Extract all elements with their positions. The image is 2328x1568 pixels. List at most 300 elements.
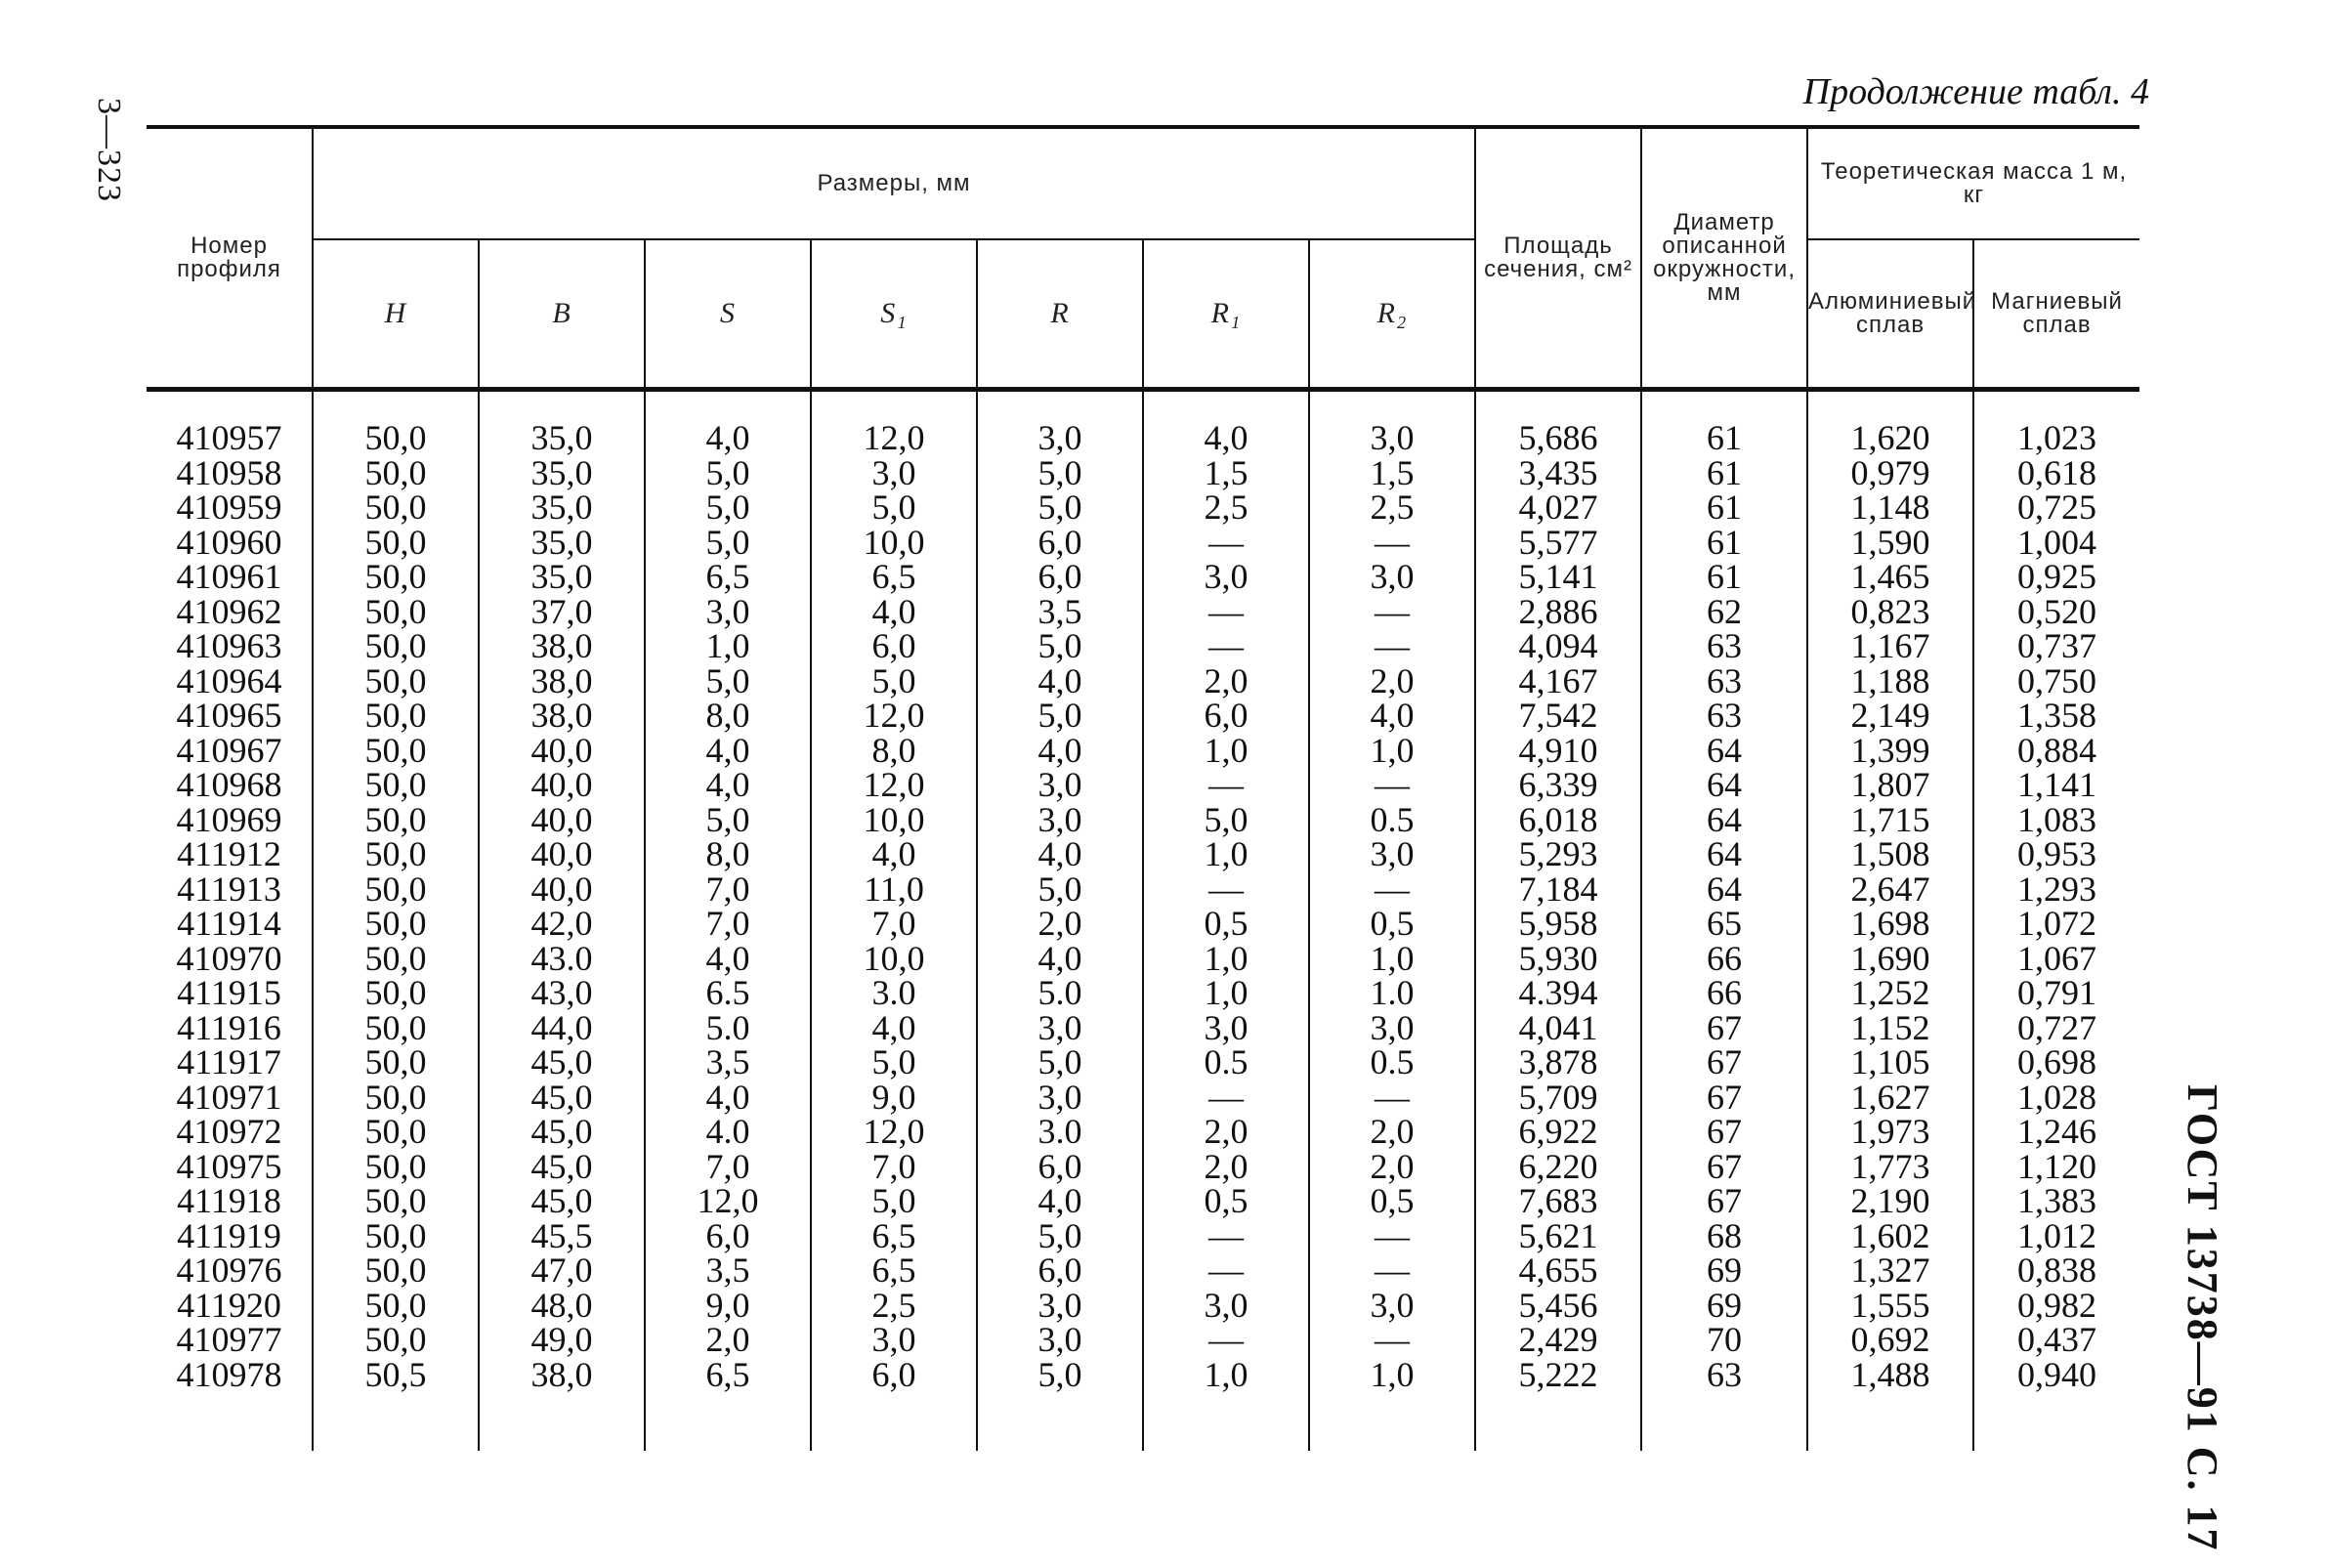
cell-dim-s: 9,0 xyxy=(645,1289,811,1324)
cell-dim-s: 1,0 xyxy=(645,629,811,664)
table-row xyxy=(147,456,2139,491)
table-header xyxy=(147,127,2139,390)
cell-dim-s: 6,5 xyxy=(645,560,811,595)
header-dim-b: B xyxy=(479,239,645,390)
cell-dim-s1: 9,0 xyxy=(811,1081,977,1116)
cell-section-area: 6,339 xyxy=(1475,768,1641,803)
cell-dim-r1: — xyxy=(1143,768,1309,803)
cell-dim-h: 50,0 xyxy=(313,837,479,872)
cell-dim-b: 42,0 xyxy=(479,907,645,942)
cell-dim-r: 3.0 xyxy=(977,1115,1143,1150)
cell-dim-r: 3,0 xyxy=(977,1081,1143,1116)
cell-dim-b: 43.0 xyxy=(479,942,645,977)
header-aluminium-alloy: Алюминиевый сплав xyxy=(1807,239,1973,390)
cell-section-area: 6,220 xyxy=(1475,1150,1641,1185)
cell-circumscribed-diameter: 61 xyxy=(1641,490,1807,526)
cell-dim-s: 3,5 xyxy=(645,1045,811,1081)
cell-mass-aluminium: 1,148 xyxy=(1807,490,1973,526)
cell-dim-r1: 1,5 xyxy=(1143,456,1309,491)
cell-dim-r: 4,0 xyxy=(977,734,1143,769)
cell-mass-aluminium: 1,715 xyxy=(1807,803,1973,838)
header-dim-s: S xyxy=(645,239,811,390)
cell-section-area: 4,041 xyxy=(1475,1011,1641,1046)
cell-dim-s: 7,0 xyxy=(645,872,811,908)
cell-dim-r: 3,5 xyxy=(977,595,1143,630)
cell-dim-r2: — xyxy=(1309,1323,1475,1358)
cell-section-area: 5,709 xyxy=(1475,1081,1641,1116)
cell-dim-h: 50,5 xyxy=(313,1358,479,1393)
cell-dim-s1: 5,0 xyxy=(811,490,977,526)
cell-dim-r1: 2,0 xyxy=(1143,1150,1309,1185)
cell-dim-s1: 6,5 xyxy=(811,1253,977,1289)
cell-profile-number: 410977 xyxy=(176,1320,282,1359)
cell-mass-aluminium: 1,555 xyxy=(1807,1289,1973,1324)
cell-profile-number: 410972 xyxy=(176,1112,282,1151)
cell-dim-b: 43,0 xyxy=(479,976,645,1011)
cell-mass-aluminium: 2,190 xyxy=(1807,1184,1973,1219)
cell-dim-h: 50,0 xyxy=(313,560,479,595)
table-row xyxy=(147,699,2139,734)
cell-dim-h: 50,0 xyxy=(313,907,479,942)
cell-profile-number: 411919 xyxy=(177,1215,281,1255)
cell-dim-r2: — xyxy=(1309,629,1475,664)
cell-dim-r: 3,0 xyxy=(977,1011,1143,1046)
cell-dim-s1: 12,0 xyxy=(811,768,977,803)
cell-dim-r2: 2,0 xyxy=(1309,1115,1475,1150)
cell-dim-s: 3,5 xyxy=(645,1253,811,1289)
cell-section-area: 6,922 xyxy=(1475,1115,1641,1150)
cell-section-area: 6,018 xyxy=(1475,803,1641,838)
cell-mass-magnesium: 1,012 xyxy=(1973,1219,2139,1254)
header-dim-r1: R₁ xyxy=(1143,239,1309,390)
cell-mass-magnesium: 1,023 xyxy=(1973,421,2139,456)
cell-dim-r1: — xyxy=(1143,526,1309,561)
cell-section-area: 3,435 xyxy=(1475,456,1641,491)
cell-dim-b: 35,0 xyxy=(479,526,645,561)
table-row xyxy=(147,942,2139,977)
cell-dim-s1: 3,0 xyxy=(811,1323,977,1358)
cell-mass-magnesium: 0,925 xyxy=(1973,560,2139,595)
cell-dim-h: 50,0 xyxy=(313,803,479,838)
cell-dim-r: 5.0 xyxy=(977,976,1143,1011)
cell-circumscribed-diameter: 69 xyxy=(1641,1289,1807,1324)
cell-profile-number: 410969 xyxy=(176,799,282,839)
cell-dim-r1: 0,5 xyxy=(1143,1184,1309,1219)
cell-mass-aluminium: 1,508 xyxy=(1807,837,1973,872)
table-row xyxy=(147,595,2139,630)
cell-profile-number: 410967 xyxy=(176,730,282,770)
cell-dim-r2: — xyxy=(1309,1253,1475,1289)
cell-dim-r2: — xyxy=(1309,768,1475,803)
cell-dim-s: 8,0 xyxy=(645,699,811,734)
cell-dim-r2: — xyxy=(1309,872,1475,908)
cell-circumscribed-diameter: 64 xyxy=(1641,734,1807,769)
cell-dim-r: 6,0 xyxy=(977,1150,1143,1185)
cell-dim-s1: 6,5 xyxy=(811,560,977,595)
table-row xyxy=(147,1150,2139,1185)
cell-dim-r1: 1,0 xyxy=(1143,942,1309,977)
cell-dim-s: 6,0 xyxy=(645,1219,811,1254)
cell-mass-magnesium: 1,072 xyxy=(1973,907,2139,942)
cell-dim-h: 50,0 xyxy=(313,1045,479,1081)
cell-circumscribed-diameter: 67 xyxy=(1641,1150,1807,1185)
cell-section-area: 3,878 xyxy=(1475,1045,1641,1081)
cell-dim-r2: 3,0 xyxy=(1309,560,1475,595)
cell-dim-r2: — xyxy=(1309,1219,1475,1254)
cell-dim-r1: 3,0 xyxy=(1143,1011,1309,1046)
cell-mass-magnesium: 0,982 xyxy=(1973,1289,2139,1324)
table-row xyxy=(147,560,2139,595)
cell-dim-s1: 2,5 xyxy=(811,1289,977,1324)
cell-dim-s1: 3,0 xyxy=(811,456,977,491)
cell-dim-s1: 5,0 xyxy=(811,1045,977,1081)
cell-dim-s: 6,5 xyxy=(645,1358,811,1393)
cell-dim-s: 4,0 xyxy=(645,734,811,769)
cell-mass-aluminium: 1,252 xyxy=(1807,976,1973,1011)
table-row xyxy=(147,1081,2139,1116)
cell-mass-aluminium: 1,188 xyxy=(1807,664,1973,699)
cell-circumscribed-diameter: 63 xyxy=(1641,699,1807,734)
cell-mass-aluminium: 0,692 xyxy=(1807,1323,1973,1358)
cell-dim-b: 37,0 xyxy=(479,595,645,630)
cell-dim-r1: — xyxy=(1143,1323,1309,1358)
cell-dim-s1: 12,0 xyxy=(811,1115,977,1150)
cell-circumscribed-diameter: 67 xyxy=(1641,1011,1807,1046)
table-row xyxy=(147,1011,2139,1046)
header-profile-number: Номер профиля xyxy=(147,127,313,390)
cell-mass-magnesium: 0,940 xyxy=(1973,1358,2139,1393)
cell-dim-s1: 12,0 xyxy=(811,421,977,456)
table-row xyxy=(147,421,2139,456)
table-body xyxy=(147,390,2139,1452)
cell-section-area: 2,886 xyxy=(1475,595,1641,630)
cell-dim-s1: 5,0 xyxy=(811,664,977,699)
cell-profile-number: 410975 xyxy=(176,1146,282,1186)
cell-dim-h: 50,0 xyxy=(313,1011,479,1046)
cell-dim-h: 50,0 xyxy=(313,629,479,664)
cell-mass-magnesium: 0,520 xyxy=(1973,595,2139,630)
cell-dim-b: 40,0 xyxy=(479,803,645,838)
table-row xyxy=(147,1289,2139,1324)
cell-mass-magnesium: 0,698 xyxy=(1973,1045,2139,1081)
table-row xyxy=(147,1184,2139,1219)
cell-section-area: 5,222 xyxy=(1475,1358,1641,1393)
table-row xyxy=(147,1323,2139,1358)
cell-mass-aluminium: 0,823 xyxy=(1807,595,1973,630)
cell-dim-h: 50,0 xyxy=(313,768,479,803)
cell-profile-number: 411912 xyxy=(177,834,281,873)
cell-mass-magnesium: 1,246 xyxy=(1973,1115,2139,1150)
cell-dim-h: 50,0 xyxy=(313,976,479,1011)
cell-section-area: 7,683 xyxy=(1475,1184,1641,1219)
cell-dim-r2: 3,0 xyxy=(1309,837,1475,872)
table-row xyxy=(147,907,2139,942)
cell-dim-h: 50,0 xyxy=(313,421,479,456)
cell-mass-magnesium: 0,791 xyxy=(1973,976,2139,1011)
cell-dim-r: 4,0 xyxy=(977,837,1143,872)
cell-dim-r1: 1,0 xyxy=(1143,976,1309,1011)
cell-circumscribed-diameter: 64 xyxy=(1641,872,1807,908)
cell-dim-h: 50,0 xyxy=(313,734,479,769)
cell-dim-h: 50,0 xyxy=(313,1184,479,1219)
cell-circumscribed-diameter: 61 xyxy=(1641,560,1807,595)
table-row xyxy=(147,803,2139,838)
cell-profile-number: 410976 xyxy=(176,1250,282,1290)
table-row xyxy=(147,872,2139,908)
cell-dim-r: 5,0 xyxy=(977,456,1143,491)
cell-dim-r2: 0.5 xyxy=(1309,1045,1475,1081)
cell-dim-r1: 0.5 xyxy=(1143,1045,1309,1081)
table-row xyxy=(147,629,2139,664)
cell-dim-r: 5,0 xyxy=(977,699,1143,734)
header-circumscribed-diameter: Диаметр описанной окружности, мм xyxy=(1641,127,1807,390)
cell-circumscribed-diameter: 61 xyxy=(1641,456,1807,491)
cell-dim-r: 4,0 xyxy=(977,1184,1143,1219)
cell-dim-r2: 1,0 xyxy=(1309,942,1475,977)
cell-dim-r: 6,0 xyxy=(977,526,1143,561)
cell-profile-number: 411913 xyxy=(177,869,281,909)
cell-mass-aluminium: 1,488 xyxy=(1807,1358,1973,1393)
cell-dim-b: 38,0 xyxy=(479,1358,645,1393)
cell-circumscribed-diameter: 65 xyxy=(1641,907,1807,942)
cell-mass-aluminium: 1,167 xyxy=(1807,629,1973,664)
cell-dim-s: 2,0 xyxy=(645,1323,811,1358)
cell-profile-number: 410965 xyxy=(176,696,282,735)
cell-profile-number: 410960 xyxy=(176,522,282,562)
cell-dim-b: 40,0 xyxy=(479,872,645,908)
cell-dim-r1: 2,0 xyxy=(1143,1115,1309,1150)
cell-dim-r2: — xyxy=(1309,595,1475,630)
cell-dim-r2: 3,0 xyxy=(1309,1289,1475,1324)
cell-dim-s1: 4,0 xyxy=(811,1011,977,1046)
cell-profile-number: 410971 xyxy=(176,1077,282,1117)
cell-dim-r1: 3,0 xyxy=(1143,560,1309,595)
cell-dim-b: 48,0 xyxy=(479,1289,645,1324)
cell-dim-b: 35,0 xyxy=(479,456,645,491)
cell-dim-s: 7,0 xyxy=(645,907,811,942)
cell-dim-h: 50,0 xyxy=(313,1289,479,1324)
cell-profile-number: 410963 xyxy=(176,626,282,665)
cell-dim-h: 50,0 xyxy=(313,1150,479,1185)
cell-dim-s: 5,0 xyxy=(645,490,811,526)
cell-dim-b: 45,0 xyxy=(479,1115,645,1150)
cell-dim-s: 5,0 xyxy=(645,526,811,561)
cell-profile-number: 411915 xyxy=(177,973,281,1012)
cell-dim-h: 50,0 xyxy=(313,490,479,526)
cell-dim-s: 4.0 xyxy=(645,1115,811,1150)
cell-dim-s1: 10,0 xyxy=(811,526,977,561)
cell-dim-s1: 12,0 xyxy=(811,699,977,734)
cell-circumscribed-diameter: 66 xyxy=(1641,942,1807,977)
cell-dim-s: 5,0 xyxy=(645,664,811,699)
cell-section-area: 5,577 xyxy=(1475,526,1641,561)
table-row xyxy=(147,768,2139,803)
cell-dim-r2: 1,0 xyxy=(1309,1358,1475,1393)
cell-dim-h: 50,0 xyxy=(313,942,479,977)
cell-dim-b: 45,0 xyxy=(479,1150,645,1185)
cell-mass-aluminium: 1,399 xyxy=(1807,734,1973,769)
cell-dim-h: 50,0 xyxy=(313,872,479,908)
cell-dim-r: 3,0 xyxy=(977,421,1143,456)
cell-section-area: 5,456 xyxy=(1475,1289,1641,1324)
cell-dim-r: 3,0 xyxy=(977,1289,1143,1324)
cell-dim-b: 40,0 xyxy=(479,734,645,769)
cell-dim-h: 50,0 xyxy=(313,1253,479,1289)
cell-section-area: 4.394 xyxy=(1475,976,1641,1011)
cell-circumscribed-diameter: 69 xyxy=(1641,1253,1807,1289)
cell-dim-r1: — xyxy=(1143,629,1309,664)
cell-circumscribed-diameter: 61 xyxy=(1641,526,1807,561)
cell-circumscribed-diameter: 68 xyxy=(1641,1219,1807,1254)
cell-mass-magnesium: 0,618 xyxy=(1973,456,2139,491)
cell-section-area: 5,958 xyxy=(1475,907,1641,942)
header-dim-r2: R₂ xyxy=(1309,239,1475,390)
cell-dim-r2: 1.0 xyxy=(1309,976,1475,1011)
cell-circumscribed-diameter: 67 xyxy=(1641,1081,1807,1116)
cell-dim-h: 50,0 xyxy=(313,1081,479,1116)
cell-dim-b: 45,0 xyxy=(479,1081,645,1116)
cell-dim-h: 50,0 xyxy=(313,1219,479,1254)
gost-standard-side-label: ГОСТ 13738—91 С. 17 xyxy=(2179,1084,2226,1552)
cell-dim-r1: 4,0 xyxy=(1143,421,1309,456)
cell-mass-aluminium: 1,105 xyxy=(1807,1045,1973,1081)
cell-mass-aluminium: 1,327 xyxy=(1807,1253,1973,1289)
cell-mass-magnesium: 1,028 xyxy=(1973,1081,2139,1116)
cell-dim-r2: 2,0 xyxy=(1309,664,1475,699)
cell-dim-r: 4,0 xyxy=(977,942,1143,977)
cell-section-area: 7,542 xyxy=(1475,699,1641,734)
cell-circumscribed-diameter: 63 xyxy=(1641,1358,1807,1393)
cell-circumscribed-diameter: 67 xyxy=(1641,1045,1807,1081)
cell-dim-s1: 10,0 xyxy=(811,803,977,838)
cell-dim-b: 47,0 xyxy=(479,1253,645,1289)
cell-mass-aluminium: 2,647 xyxy=(1807,872,1973,908)
cell-circumscribed-diameter: 63 xyxy=(1641,664,1807,699)
cell-dim-r: 3,0 xyxy=(977,803,1143,838)
cell-mass-magnesium: 0,953 xyxy=(1973,837,2139,872)
cell-mass-magnesium: 1,358 xyxy=(1973,699,2139,734)
header-theoretical-mass-group: Теоретическая масса 1 м, кг xyxy=(1807,127,2139,239)
cell-dim-b: 35,0 xyxy=(479,421,645,456)
cell-mass-aluminium: 1,620 xyxy=(1807,421,1973,456)
cell-dim-s: 4,0 xyxy=(645,1081,811,1116)
table-row xyxy=(147,664,2139,699)
cell-profile-number: 410958 xyxy=(176,452,282,492)
cell-profile-number: 411920 xyxy=(177,1285,281,1325)
cell-profile-number: 410961 xyxy=(176,557,282,596)
cell-section-area: 2,429 xyxy=(1475,1323,1641,1358)
cell-section-area: 4,655 xyxy=(1475,1253,1641,1289)
cell-profile-number: 411917 xyxy=(177,1042,281,1081)
cell-dim-s1: 3.0 xyxy=(811,976,977,1011)
cell-dim-r: 2,0 xyxy=(977,907,1143,942)
table-row xyxy=(147,734,2139,769)
cell-dim-h: 50,0 xyxy=(313,699,479,734)
cell-dim-r2: — xyxy=(1309,1081,1475,1116)
continuation-caption: Продолжение табл. 4 xyxy=(1802,71,2149,112)
cell-dim-s: 8,0 xyxy=(645,837,811,872)
cell-dim-h: 50,0 xyxy=(313,456,479,491)
cell-circumscribed-diameter: 62 xyxy=(1641,595,1807,630)
cell-section-area: 5,686 xyxy=(1475,421,1641,456)
header-magnesium-alloy: Магниевый сплав xyxy=(1973,239,2139,390)
cell-dim-r1: — xyxy=(1143,872,1309,908)
cell-profile-number: 411914 xyxy=(177,904,281,943)
profile-dimensions-table xyxy=(147,125,2139,1451)
cell-circumscribed-diameter: 67 xyxy=(1641,1115,1807,1150)
cell-dim-r: 5,0 xyxy=(977,1358,1143,1393)
cell-mass-magnesium: 1,383 xyxy=(1973,1184,2139,1219)
cell-dim-b: 35,0 xyxy=(479,560,645,595)
cell-dim-r1: 1,0 xyxy=(1143,1358,1309,1393)
cell-dim-r: 6,0 xyxy=(977,560,1143,595)
table-row xyxy=(147,976,2139,1011)
cell-dim-s1: 6,0 xyxy=(811,629,977,664)
cell-mass-magnesium: 0,737 xyxy=(1973,629,2139,664)
cell-dim-s: 4,0 xyxy=(645,942,811,977)
cell-mass-aluminium: 1,773 xyxy=(1807,1150,1973,1185)
cell-dim-s: 5.0 xyxy=(645,1011,811,1046)
table-row xyxy=(147,1253,2139,1289)
cell-dim-h: 50,0 xyxy=(313,595,479,630)
cell-dim-s1: 7,0 xyxy=(811,1150,977,1185)
cell-mass-aluminium: 1,590 xyxy=(1807,526,1973,561)
cell-profile-number: 410978 xyxy=(176,1354,282,1394)
cell-section-area: 4,167 xyxy=(1475,664,1641,699)
cell-section-area: 4,027 xyxy=(1475,490,1641,526)
cell-dim-r1: 3,0 xyxy=(1143,1289,1309,1324)
cell-mass-aluminium: 2,149 xyxy=(1807,699,1973,734)
cell-dim-b: 40,0 xyxy=(479,768,645,803)
cell-dim-s: 3,0 xyxy=(645,595,811,630)
cell-dim-b: 45,0 xyxy=(479,1184,645,1219)
table-row xyxy=(147,1358,2139,1393)
header-dimensions-group: Размеры, мм xyxy=(313,127,1475,239)
cell-dim-b: 38,0 xyxy=(479,629,645,664)
table-row xyxy=(147,1115,2139,1150)
cell-dim-s: 7,0 xyxy=(645,1150,811,1185)
cell-dim-s: 5,0 xyxy=(645,456,811,491)
cell-section-area: 5,621 xyxy=(1475,1219,1641,1254)
header-dim-s1: S₁ xyxy=(811,239,977,390)
cell-mass-aluminium: 1,973 xyxy=(1807,1115,1973,1150)
cell-mass-magnesium: 1,004 xyxy=(1973,526,2139,561)
cell-dim-r: 5,0 xyxy=(977,872,1143,908)
cell-dim-r: 5,0 xyxy=(977,1045,1143,1081)
cell-mass-magnesium: 0,750 xyxy=(1973,664,2139,699)
cell-dim-r2: 3,0 xyxy=(1309,421,1475,456)
cell-profile-number: 410959 xyxy=(176,487,282,527)
cell-dim-r2: — xyxy=(1309,526,1475,561)
cell-dim-r: 4,0 xyxy=(977,664,1143,699)
cell-mass-magnesium: 1,293 xyxy=(1973,872,2139,908)
cell-dim-r1: 2,0 xyxy=(1143,664,1309,699)
cell-profile-number: 410962 xyxy=(176,591,282,631)
cell-dim-h: 50,0 xyxy=(313,1115,479,1150)
cell-profile-number: 411916 xyxy=(177,1007,281,1047)
cell-dim-b: 45,5 xyxy=(479,1219,645,1254)
cell-dim-r1: 6,0 xyxy=(1143,699,1309,734)
table-row xyxy=(147,1219,2139,1254)
cell-mass-aluminium: 0,979 xyxy=(1807,456,1973,491)
cell-dim-h: 50,0 xyxy=(313,664,479,699)
cell-section-area: 4,910 xyxy=(1475,734,1641,769)
cell-dim-s1: 6,0 xyxy=(811,1358,977,1393)
cell-dim-s1: 5,0 xyxy=(811,1184,977,1219)
cell-dim-r2: 3,0 xyxy=(1309,1011,1475,1046)
cell-dim-s1: 7,0 xyxy=(811,907,977,942)
cell-section-area: 5,293 xyxy=(1475,837,1641,872)
